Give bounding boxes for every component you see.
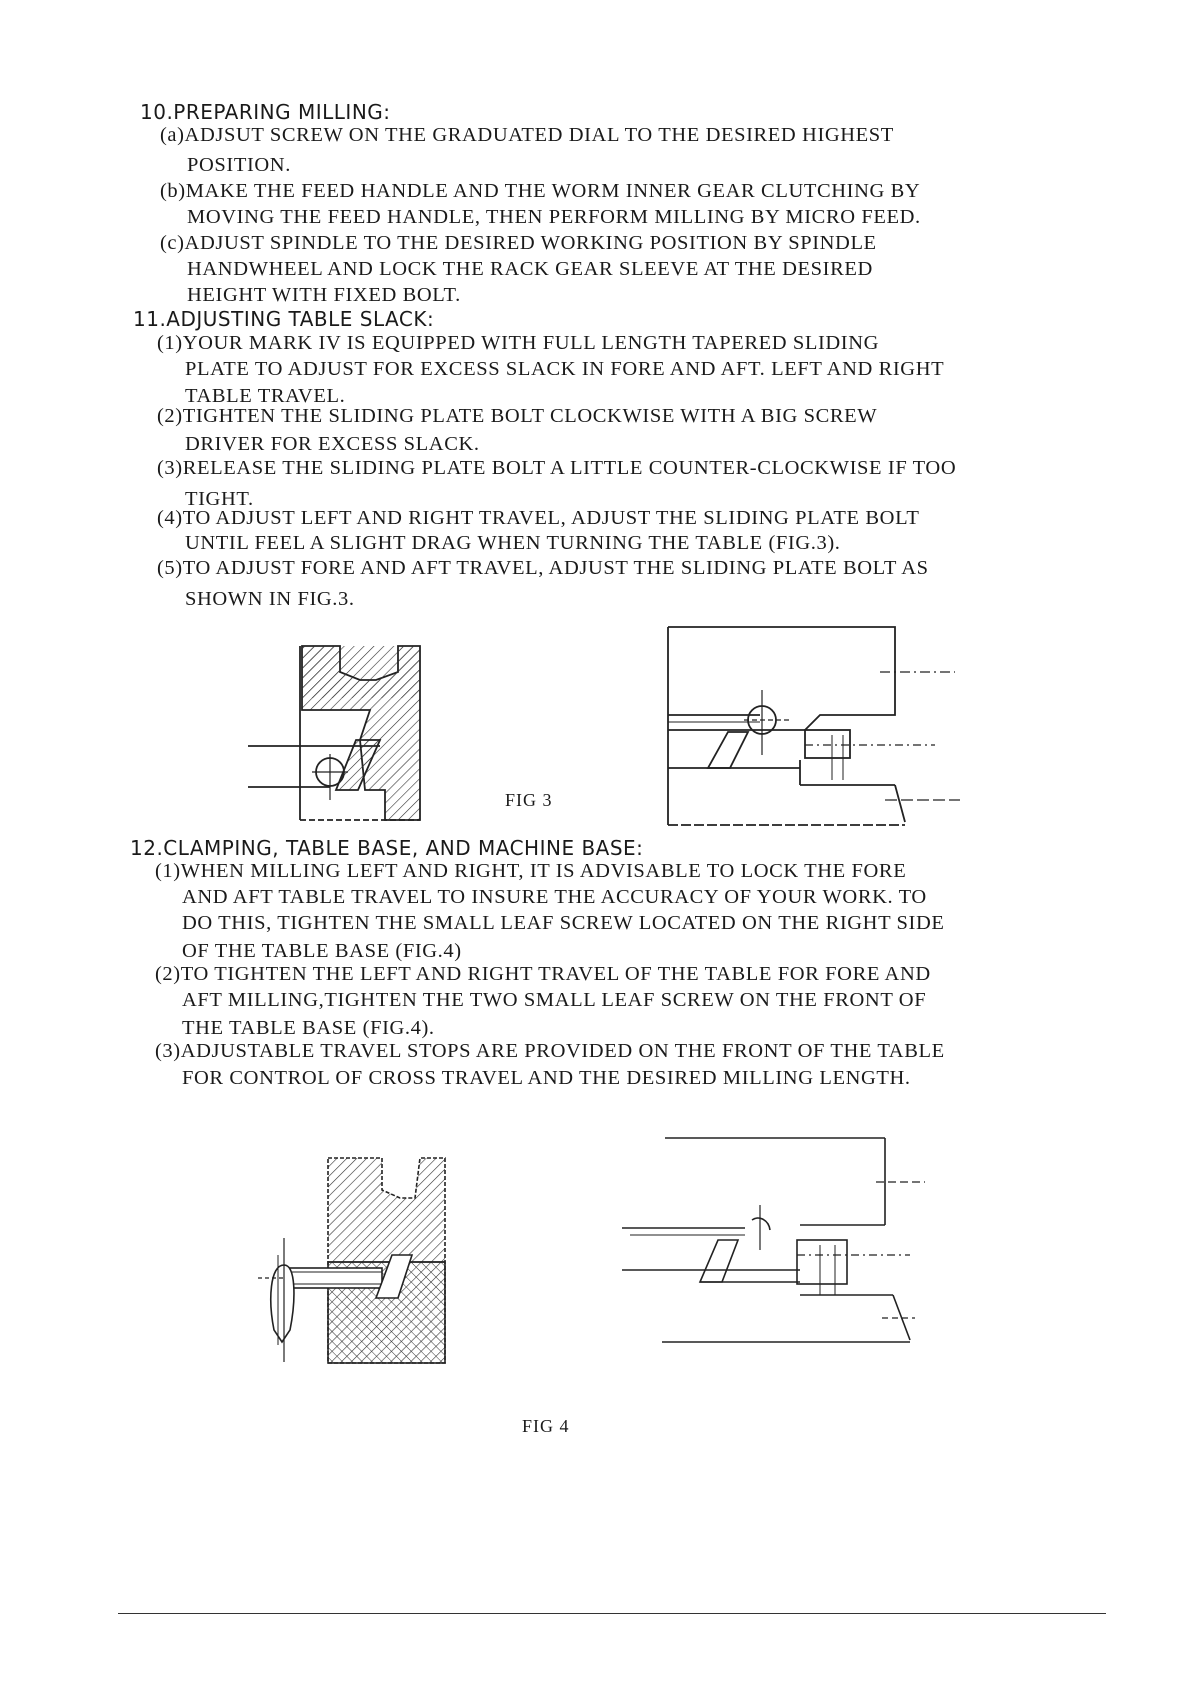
section-12-line: AFT MILLING,TIGHTEN THE TWO SMALL LEAF SCREW ON THE FRONT OF <box>182 989 927 1011</box>
section-11-line: SHOWN IN FIG.3. <box>185 588 355 610</box>
section-12-line: FOR CONTROL OF CROSS TRAVEL AND THE DESIRED MILLING LENGTH. <box>182 1067 911 1089</box>
section-12-line: AND AFT TABLE TRAVEL TO INSURE THE ACCURACY OF YOUR WORK. TO <box>182 886 927 908</box>
section-10-line: (b)MAKE THE FEED HANDLE AND THE WORM INNER GEAR CLUTCHING BY <box>160 180 921 202</box>
section-11-line: TIGHT. <box>185 488 254 510</box>
section-10-line: HEIGHT WITH FIXED BOLT. <box>187 284 461 306</box>
section-10-line: (c)ADJUST SPINDLE TO THE DESIRED WORKING POSITION BY SPINDLE <box>160 232 877 254</box>
section-12-heading: 12.CLAMPING, TABLE BASE, AND MACHINE BASE: <box>130 836 644 860</box>
section-11-line: (1)YOUR MARK IV IS EQUIPPED WITH FULL LENGTH TAPERED SLIDING <box>157 332 880 354</box>
section-11-line: UNTIL FEEL A SLIGHT DRAG WHEN TURNING THE TABLE (FIG.3). <box>185 532 841 554</box>
footer-rule <box>118 1613 1106 1614</box>
section-11-line: TABLE TRAVEL. <box>185 385 346 407</box>
section-11-line: DRIVER FOR EXCESS SLACK. <box>185 433 480 455</box>
section-10-line: POSITION. <box>187 154 291 176</box>
section-12-line: OF THE TABLE BASE (FIG.4) <box>182 940 462 962</box>
section-11-line: (2)TIGHTEN THE SLIDING PLATE BOLT CLOCKWISE WITH A BIG SCREW <box>157 405 878 427</box>
section-11-line: (5)TO ADJUST FORE AND AFT TRAVEL, ADJUST THE SLIDING PLATE BOLT AS <box>157 557 929 579</box>
section-11-line: (4)TO ADJUST LEFT AND RIGHT TRAVEL, ADJUST THE SLIDING PLATE BOLT <box>157 507 920 529</box>
fig4-caption: FIG 4 <box>522 1416 570 1436</box>
section-10-line: (a)ADJSUT SCREW ON THE GRADUATED DIAL TO THE DESIRED HIGHEST <box>160 124 894 146</box>
section-11-line: PLATE TO ADJUST FOR EXCESS SLACK IN FORE AND AFT. LEFT AND RIGHT <box>185 358 945 380</box>
section-10-heading: 10.PREPARING MILLING: <box>140 100 391 124</box>
fig3-caption: FIG 3 <box>505 790 553 810</box>
section-11-heading: 11.ADJUSTING TABLE SLACK: <box>133 307 435 331</box>
section-12-line: (3)ADJUSTABLE TRAVEL STOPS ARE PROVIDED ON THE FRONT OF THE TABLE <box>155 1040 945 1062</box>
section-12-line: (2)TO TIGHTEN THE LEFT AND RIGHT TRAVEL OF THE TABLE FOR FORE AND <box>155 963 931 985</box>
section-11-line: (3)RELEASE THE SLIDING PLATE BOLT A LITTLE COUNTER-CLOCKWISE IF TOO <box>157 457 957 479</box>
section-10-line: HANDWHEEL AND LOCK THE RACK GEAR SLEEVE AT THE DESIRED <box>187 258 873 280</box>
section-12-line: DO THIS, TIGHTEN THE SMALL LEAF SCREW LOCATED ON THE RIGHT SIDE <box>182 912 945 934</box>
section-12-line: (1)WHEN MILLING LEFT AND RIGHT, IT IS ADVISABLE TO LOCK THE FORE <box>155 860 907 882</box>
section-12-line: THE TABLE BASE (FIG.4). <box>182 1017 435 1039</box>
section-10-line: MOVING THE FEED HANDLE, THEN PERFORM MILLING BY MICRO FEED. <box>187 206 921 228</box>
